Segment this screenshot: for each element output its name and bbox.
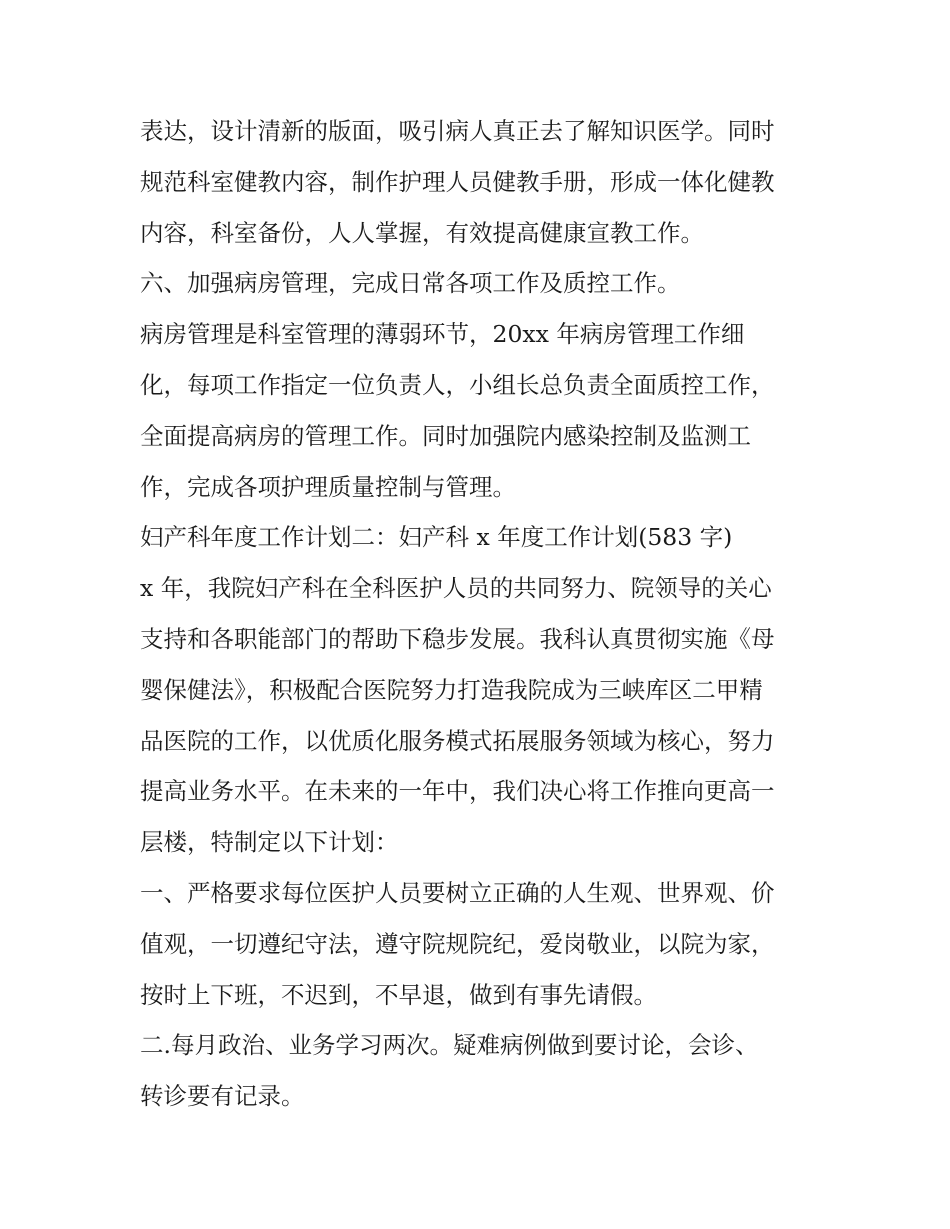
text-line: 规范科室健教内容，制作护理人员健教手册，形成一体化健教 (140, 167, 775, 196)
text-line: 按时上下班，不迟到，不早退，做到有事先请假。 (140, 980, 657, 1009)
text-line: 作，完成各项护理质量控制与管理。 (140, 472, 516, 501)
text-line: 内容，科室备份，人人掌握，有效提高健康宣教工作。 (140, 218, 704, 247)
text-line: 品医院的工作，以优质化服务模式拓展服务领域为核心，努力 (140, 726, 775, 755)
text-line: 提高业务水平。在未来的一年中，我们决心将工作推向更高一 (140, 777, 775, 806)
text-line: 全面提高病房的管理工作。同时加强院内感染控制及监测工 (140, 421, 751, 450)
section-heading-six: 六、加强病房管理，完成日常各项工作及质控工作。 (140, 269, 681, 298)
text-line: 层楼，特制定以下计划： (140, 828, 399, 857)
list-item-two: 二.每月政治、业务学习两次。疑难病例做到要讨论，会诊、 (140, 1031, 759, 1060)
text-line: 支持和各职能部门的帮助下稳步发展。我科认真贯彻实施《母 (140, 624, 775, 653)
list-item-one: 一、严格要求每位医护人员要树立正确的人生观、世界观、价 (140, 878, 775, 907)
text-line: 婴保健法》，积极配合医院努力打造我院成为三峡库区二甲精 (140, 675, 763, 704)
text-line: 表达，设计清新的版面，吸引病人真正去了解知识医学。同时 (140, 117, 775, 145)
plan-two-title: 妇产科年度工作计划二：妇产科 x 年度工作计划(583 字) (140, 523, 733, 552)
text-line: x 年，我院妇产科在全科医护人员的共同努力、院领导的关心 (140, 574, 772, 603)
text-line: 病房管理是科室管理的薄弱环节，20xx 年病房管理工作细 (140, 320, 745, 349)
text-line: 转诊要有记录。 (140, 1082, 305, 1111)
text-line: 值观，一切遵纪守法，遵守院规院纪，爱岗敬业，以院为家， (140, 929, 775, 958)
document-body (140, 106, 820, 1122)
text-line: 化，每项工作指定一位负责人，小组长总负责全面质控工作， (140, 370, 775, 399)
